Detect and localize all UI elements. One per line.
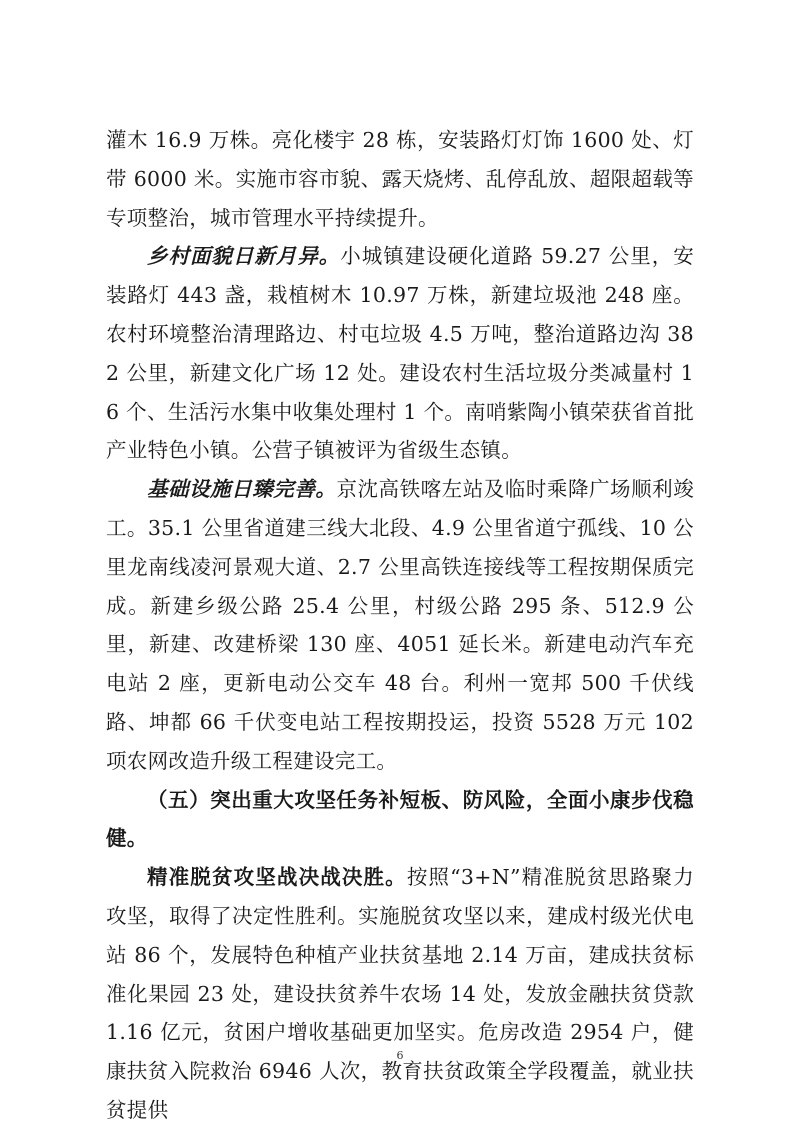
paragraph-infrastructure xyxy=(106,470,694,780)
page-number: 6 xyxy=(396,1049,404,1062)
paragraph-text: 按照“3+N”精准脱贫思路聚力攻坚，取得了决定性胜利。实施脱贫攻坚以来，建成村级光伏电站 86 个，发展特色种植产业扶贫基地 2.14 万亩，建成扶贫标准化果园 23 处，建设扶贫养牛农场 14 处，发放金融扶贫贷款 1.16 亿元，贫困户增收基础更加坚实。危房改造 2954 户，健康扶贫入院救治 6946 人次，教育扶贫政策全学段覆盖，就业扶贫提供 xyxy=(106,865,694,1122)
paragraph-rural-appearance xyxy=(106,237,694,470)
document-body xyxy=(106,121,694,1130)
paragraph-text: 小城镇建设硬化道路 59.27 公里，安装路灯 443 盏，栽植树木 10.97 万株，新建垃圾池 248 座。农村环境整治清理路边、村屯垃圾 4.5 万吨，整治道路边沟 382 公里，新建文化广场 12 处。建设农村生活垃圾分类减量村 16 个、生活污水集中收集处理村 1 个。南哨紫陶小镇荣获省首批产业特色小镇。公营子镇被评为省级生态镇。 xyxy=(106,244,694,463)
section-heading-text: （五）突出重大攻坚任务补短板、防风险，全面小康步伐稳健。 xyxy=(106,787,694,851)
paragraph-heading: 乡村面貌日新月异。 xyxy=(147,244,341,269)
paragraph-text: 京沈高铁喀左站及临时乘降广场顺利竣工。35.1 公里省道建三线大北段、4.9 公里省道宁孤线、10 公里龙南线凌河景观大道、2.7 公里高铁连接线等工程按期保质完成。新建乡级公路 25.4 公里，村级公路 295 条、512.9 公里，新建、改建桥梁 130 座、4051 延长米。新建电动汽车充电站 2 座，更新电动公交车 48 台。利州一宽邦 500 千伏线路、坤都 66 千伏变电站工程按期投运，投资 5528 万元 102 项农网改造升级工程建设完工。 xyxy=(106,477,694,773)
paragraph-urban-management xyxy=(106,121,694,237)
paragraph-text: 灌木 16.9 万株。亮化楼宇 28 栋，安装路灯灯饰 1600 处、灯带 6000 米。实施市容市貌、露天烧烤、乱停乱放、超限超载等专项整治，城市管理水平持续提升。 xyxy=(106,128,694,230)
paragraph-heading: 基础设施日臻完善。 xyxy=(147,477,337,502)
paragraph-heading: 精准脱贫攻坚战决战决胜。 xyxy=(147,865,407,890)
section-heading xyxy=(106,781,694,859)
paragraph-poverty-alleviation xyxy=(106,858,694,1130)
